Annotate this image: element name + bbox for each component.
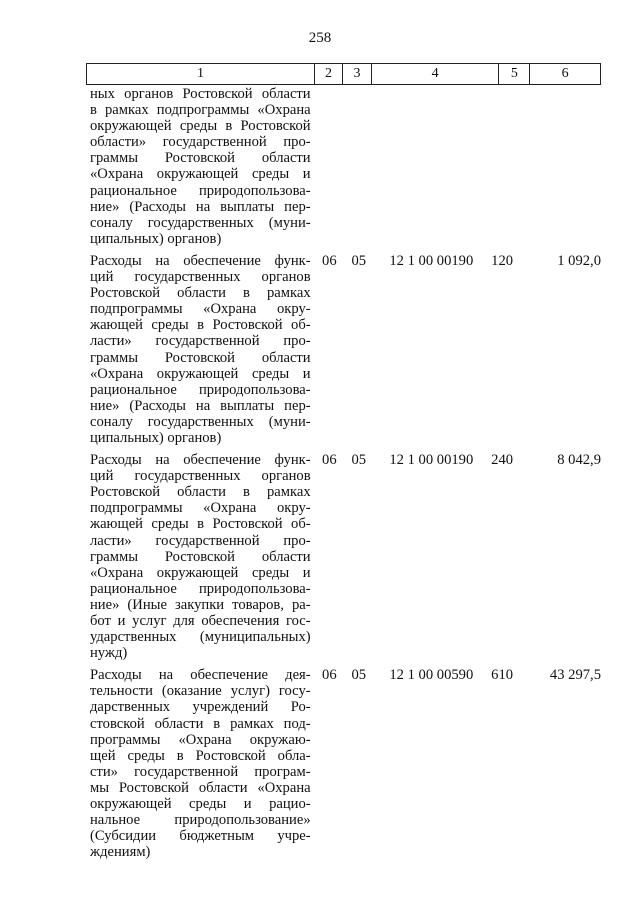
description-line: граммы Ростовской области	[90, 150, 311, 167]
description-line: мы Ростовской области «Охрана	[90, 779, 311, 796]
expense-type-cell: 610	[491, 667, 514, 684]
description-line: ласти» государственной про-	[90, 333, 311, 350]
description-line: «Охрана окружающей среды и	[90, 166, 311, 183]
table-body	[86, 86, 601, 866]
target-code-cell: 12 1 00 00590	[389, 667, 474, 684]
expense-type-cell: 120	[491, 252, 514, 269]
description-line: рациональное природопользова-	[90, 381, 311, 398]
page-number: 258	[308, 30, 332, 46]
description-line: окружающей среды в Ростовской	[90, 118, 311, 135]
description-line: тельности (оказание услуг) госу-	[90, 683, 311, 700]
description-line: рациональное природопользова-	[90, 580, 311, 597]
column-header-2: 2	[315, 64, 343, 84]
description-line: ние» (Расходы на выплаты пер-	[90, 198, 311, 215]
subsection-cell: 05	[351, 452, 367, 469]
amount-cell: 43 297,5	[549, 667, 601, 684]
description-line: ударственных (муниципальных)	[90, 629, 311, 646]
description-line: жающей среды в Ростовской об-	[90, 516, 311, 533]
description-line: ций государственных органов	[90, 269, 311, 286]
amount-cell: 1 092,0	[557, 252, 601, 269]
table-row	[86, 253, 601, 446]
description-line: щей среды в Ростовской обла-	[90, 747, 311, 764]
amount-cell	[530, 86, 601, 247]
target-code-cell	[373, 86, 489, 247]
description-line: ние» (Расходы на выплаты пер-	[90, 397, 311, 414]
description-line: бот и услуг для обеспечения гос-	[90, 613, 311, 629]
description-line: «Охрана окружающей среды и	[90, 365, 311, 382]
description-line: ципальных) органов)	[90, 230, 222, 247]
description-line: ние» (Иные закупки товаров, ра-	[90, 596, 311, 613]
description-line: ций государственных органов	[90, 468, 311, 485]
amount-cell: 8 042,9	[557, 452, 601, 469]
description-line: соналу государственных (муни-	[90, 413, 311, 430]
description-line: соналу государственных (муни-	[90, 214, 311, 231]
description-line: ных органов Ростовской области	[90, 86, 311, 102]
row-description	[86, 452, 311, 661]
column-header-4: 4	[372, 64, 500, 84]
description-line: Расходы на обеспечение дея-	[90, 667, 311, 684]
column-header-3: 3	[343, 64, 372, 84]
description-line: стовской области в рамках под-	[90, 715, 311, 732]
table-row	[86, 86, 601, 247]
table-row	[86, 667, 601, 860]
description-line: Расходы на обеспечение функ-	[90, 452, 311, 469]
description-line: программы «Охрана окружаю-	[90, 731, 311, 748]
table-header	[86, 63, 601, 85]
description-line: в рамках подпрограммы «Охрана	[90, 102, 311, 119]
target-code-cell: 12 1 00 00190	[389, 452, 474, 469]
subsection-cell	[344, 86, 373, 247]
description-line: окружающей среды и рацио-	[90, 796, 311, 813]
description-line: «Охрана окружающей среды и	[90, 564, 311, 581]
column-header-1: 1	[87, 64, 315, 84]
description-line: подпрограммы «Охрана окру-	[90, 301, 311, 318]
description-line: граммы Ростовской области	[90, 349, 311, 366]
expense-type-cell: 240	[491, 452, 514, 469]
column-header-5: 5	[499, 64, 530, 84]
description-line: Расходы на обеспечение функ-	[90, 252, 311, 269]
section-cell: 06	[322, 252, 337, 269]
description-line: Ростовской области в рамках	[90, 285, 311, 302]
description-line: сти» государственной програм-	[90, 763, 311, 780]
expense-type-cell	[489, 86, 530, 247]
subsection-cell: 05	[351, 252, 367, 269]
section-cell: 06	[322, 667, 337, 684]
description-line: ждениям)	[90, 844, 151, 861]
description-line: нальное природопользование»	[90, 812, 311, 829]
subsection-cell: 05	[351, 667, 367, 684]
row-description	[86, 86, 311, 247]
section-cell	[311, 86, 344, 247]
description-line: граммы Ростовской области	[90, 548, 311, 565]
description-line: (Субсидии бюджетным учре-	[90, 828, 311, 845]
description-line: ципальных) органов)	[90, 429, 222, 446]
description-line: ласти» государственной про-	[90, 532, 311, 549]
description-line: дарственных учреждений Ро-	[90, 699, 311, 716]
description-line: подпрограммы «Охрана окру-	[90, 500, 311, 517]
row-description	[86, 667, 311, 860]
description-line: нужд)	[90, 645, 128, 662]
description-line: Ростовской области в рамках	[90, 484, 311, 501]
target-code-cell: 12 1 00 00190	[389, 252, 474, 269]
section-cell: 06	[322, 452, 337, 469]
description-line: области» государственной про-	[90, 134, 311, 151]
description-line: жающей среды в Ростовской об-	[90, 317, 311, 334]
table-row	[86, 452, 601, 661]
description-line: рациональное природопользова-	[90, 182, 311, 199]
row-description	[86, 253, 311, 446]
column-header-6: 6	[561, 66, 569, 81]
